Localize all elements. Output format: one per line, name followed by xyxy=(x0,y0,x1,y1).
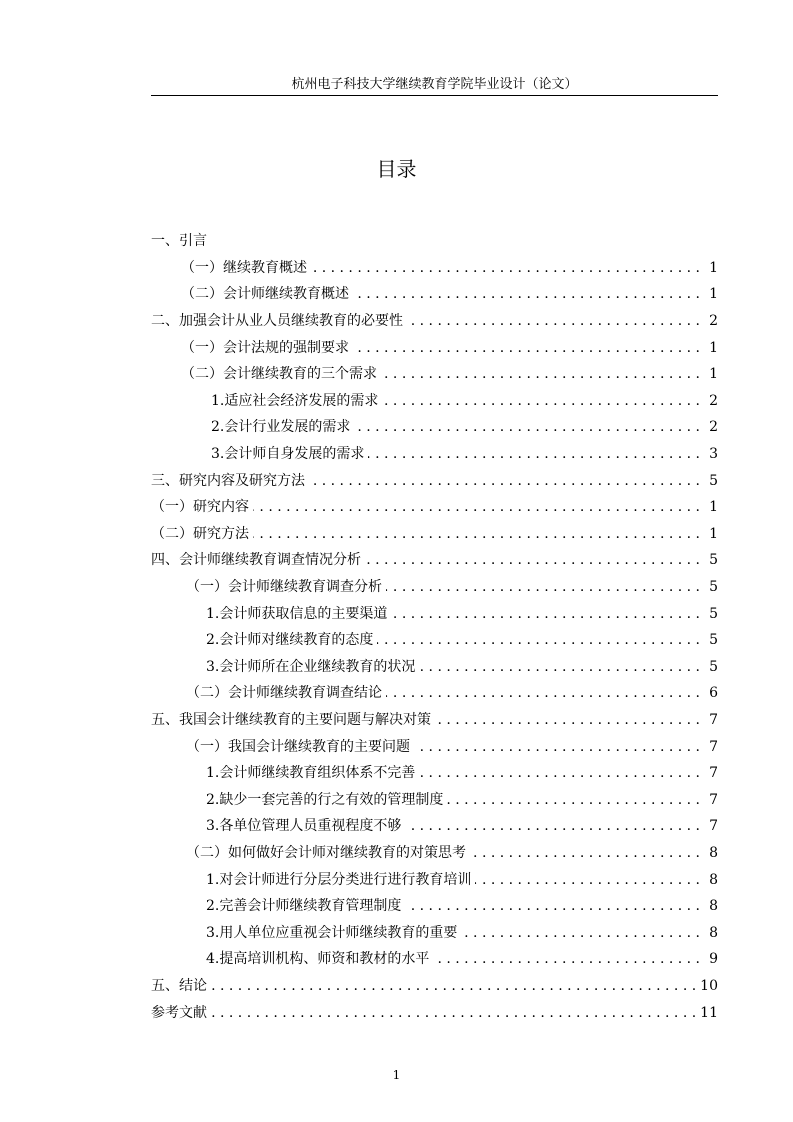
toc-leader-dots xyxy=(447,790,700,810)
toc-entry-page: 11 xyxy=(700,1004,718,1021)
toc-entry-label: 3.用人单位应重视会计师继续教育的重要 xyxy=(206,924,458,941)
toc-leader-dots xyxy=(368,444,700,464)
toc-entry-page: 2 xyxy=(709,419,718,436)
toc-leader-dots xyxy=(311,258,700,278)
toc-entry[interactable] xyxy=(151,893,718,920)
table-of-contents xyxy=(151,228,718,1026)
toc-entry[interactable] xyxy=(151,334,718,361)
toc-leader-dots xyxy=(419,657,700,677)
toc-entry[interactable] xyxy=(151,707,718,734)
toc-entry-label: 2.会计行业发展的需求 xyxy=(211,419,351,436)
toc-entry[interactable] xyxy=(151,547,718,574)
toc-entry-label: 4.提高培训机构、师资和教材的水平 xyxy=(206,951,430,968)
toc-entry-page: 7 xyxy=(709,791,718,808)
toc-leader-dots xyxy=(253,524,700,544)
toc-entry-label: （二）会计师继续教育调查结论 xyxy=(186,685,382,702)
toc-entry[interactable] xyxy=(151,361,718,388)
toc-leader-dots xyxy=(354,417,700,437)
toc-entry-label: 三、研究内容及研究方法 xyxy=(151,472,305,489)
toc-leader-dots xyxy=(381,364,700,384)
toc-leader-dots xyxy=(386,683,700,703)
toc-leader-dots xyxy=(365,550,700,570)
toc-leader-dots xyxy=(377,630,700,650)
toc-entry-page: 1 xyxy=(709,286,718,303)
toc-entry[interactable] xyxy=(151,654,718,681)
toc-leader-dots xyxy=(353,284,700,304)
toc-entry-page: 7 xyxy=(709,738,718,755)
toc-leader-dots xyxy=(405,896,700,916)
toc-entry-page: 8 xyxy=(709,898,718,915)
toc-entry-label: 1.适应社会经济发展的需求 xyxy=(211,392,379,409)
toc-leader-dots xyxy=(386,577,700,597)
toc-entry-page: 7 xyxy=(709,818,718,835)
toc-entry-page: 8 xyxy=(709,844,718,861)
toc-entry-label: 五、我国会计继续教育的主要问题与解决对策 xyxy=(151,711,431,728)
toc-entry-page: 7 xyxy=(709,765,718,782)
toc-entry[interactable] xyxy=(151,600,718,627)
toc-leader-dots xyxy=(414,737,700,757)
toc-leader-dots xyxy=(435,710,700,730)
toc-entry[interactable] xyxy=(151,973,718,1000)
toc-entry-label: （一）会计师继续教育调查分析 xyxy=(186,579,382,596)
toc-leader-dots xyxy=(211,1003,696,1023)
toc-entry-label: 2.会计师对继续教育的态度 xyxy=(206,632,374,649)
toc-entry-page: 8 xyxy=(709,924,718,941)
toc-entry-label: （二）研究方法 xyxy=(151,525,249,542)
toc-entry-label: （一）继续教育概述 xyxy=(181,259,307,276)
toc-entry-label: （一）研究内容 xyxy=(151,499,249,516)
toc-entry[interactable] xyxy=(151,255,718,282)
toc-entry-label: （二）会计继续教育的三个需求 xyxy=(181,366,377,383)
toc-entry-label: （二）如何做好会计师对继续教育的对策思考 xyxy=(186,844,466,861)
toc-entry[interactable] xyxy=(151,281,718,308)
toc-leader-dots xyxy=(475,870,700,890)
page-header: 杭州电子科技大学继续教育学院毕业设计（论文） xyxy=(291,77,578,92)
toc-entry-label: 参考文献 xyxy=(151,1004,207,1021)
toc-entry-page: 8 xyxy=(709,871,718,888)
toc-entry-page: 1 xyxy=(709,499,718,516)
toc-leader-dots xyxy=(391,604,700,624)
toc-entry[interactable] xyxy=(151,388,718,415)
toc-entry[interactable] xyxy=(151,866,718,893)
toc-leader-dots xyxy=(433,949,700,969)
toc-entry-label: 五、结论 xyxy=(151,977,207,994)
toc-leader-dots xyxy=(461,923,700,943)
toc-entry-page: 5 xyxy=(709,632,718,649)
header-rule xyxy=(151,95,718,96)
toc-entry-page: 10 xyxy=(700,977,718,994)
toc-leader-dots xyxy=(405,816,700,836)
toc-entry[interactable] xyxy=(151,521,718,548)
toc-entry-label: 3.会计师自身发展的需求 xyxy=(211,446,365,463)
toc-entry-page: 5 xyxy=(709,658,718,675)
toc-entry[interactable] xyxy=(151,733,718,760)
toc-leader-dots xyxy=(382,391,700,411)
toc-entry-label: 2.完善会计师继续教育管理制度 xyxy=(206,898,402,915)
toc-entry-page: 5 xyxy=(709,605,718,622)
toc-entry-page: 2 xyxy=(709,313,718,330)
toc-entry-page: 6 xyxy=(709,685,718,702)
toc-leader-dots xyxy=(470,843,700,863)
toc-entry-page: 1 xyxy=(709,259,718,276)
toc-entry-page: 3 xyxy=(709,446,718,463)
toc-entry-page: 1 xyxy=(709,366,718,383)
toc-leader-dots xyxy=(253,497,700,517)
toc-entry[interactable] xyxy=(151,308,718,335)
toc-leader-dots xyxy=(353,338,700,358)
toc-entry-label: 2.缺少一套完善的行之有效的管理制度 xyxy=(206,791,444,808)
toc-entry-label: 3.会计师所在企业继续教育的状况 xyxy=(206,658,416,675)
toc-leader-dots xyxy=(407,311,700,331)
toc-entry-label: （二）会计师继续教育概述 xyxy=(181,286,349,303)
toc-entry-label: 3.各单位管理人员重视程度不够 xyxy=(206,818,402,835)
toc-entry[interactable] xyxy=(151,414,718,441)
toc-entry[interactable] xyxy=(151,786,718,813)
toc-entry[interactable] xyxy=(151,999,718,1026)
toc-entry-label: （一）我国会计继续教育的主要问题 xyxy=(186,738,410,755)
toc-entry[interactable] xyxy=(151,467,718,494)
toc-entry[interactable] xyxy=(151,574,718,601)
toc-entry-label: 二、加强会计从业人员继续教育的必要性 xyxy=(151,313,403,330)
toc-entry-page: 9 xyxy=(709,951,718,968)
toc-entry-label: 1.会计师继续教育组织体系不完善 xyxy=(206,765,416,782)
page-number: 1 xyxy=(392,1068,401,1082)
toc-entry-page: 7 xyxy=(709,711,718,728)
toc-leader-dots xyxy=(419,763,700,783)
toc-entry[interactable] xyxy=(151,680,718,707)
toc-entry-label: 1.会计师获取信息的主要渠道 xyxy=(206,605,388,622)
toc-entry-page: 2 xyxy=(709,392,718,409)
toc-entry-page: 5 xyxy=(709,579,718,596)
toc-entry-page: 5 xyxy=(709,552,718,569)
toc-entry-label: 四、会计师继续教育调查情况分析 xyxy=(151,552,361,569)
toc-entry-page: 1 xyxy=(709,339,718,356)
toc-entry[interactable] xyxy=(151,919,718,946)
toc-entry[interactable] xyxy=(151,840,718,867)
toc-entry-page: 1 xyxy=(709,525,718,542)
toc-entry-label: 1.对会计师进行分层分类进行进行教育培训 xyxy=(206,871,472,888)
toc-leader-dots xyxy=(309,471,700,491)
toc-title: 目录 xyxy=(376,157,417,181)
toc-entry[interactable] xyxy=(151,441,718,468)
toc-entry[interactable] xyxy=(151,946,718,973)
toc-entry[interactable] xyxy=(151,494,718,521)
toc-entry[interactable] xyxy=(151,760,718,787)
toc-entry-label: 一、引言 xyxy=(151,233,207,250)
toc-entry-label: （一）会计法规的强制要求 xyxy=(181,339,349,356)
toc-entry[interactable] xyxy=(151,813,718,840)
toc-entry-page: 5 xyxy=(709,472,718,489)
toc-entry[interactable] xyxy=(151,627,718,654)
toc-entry[interactable] xyxy=(151,228,718,255)
toc-leader-dots xyxy=(211,976,696,996)
